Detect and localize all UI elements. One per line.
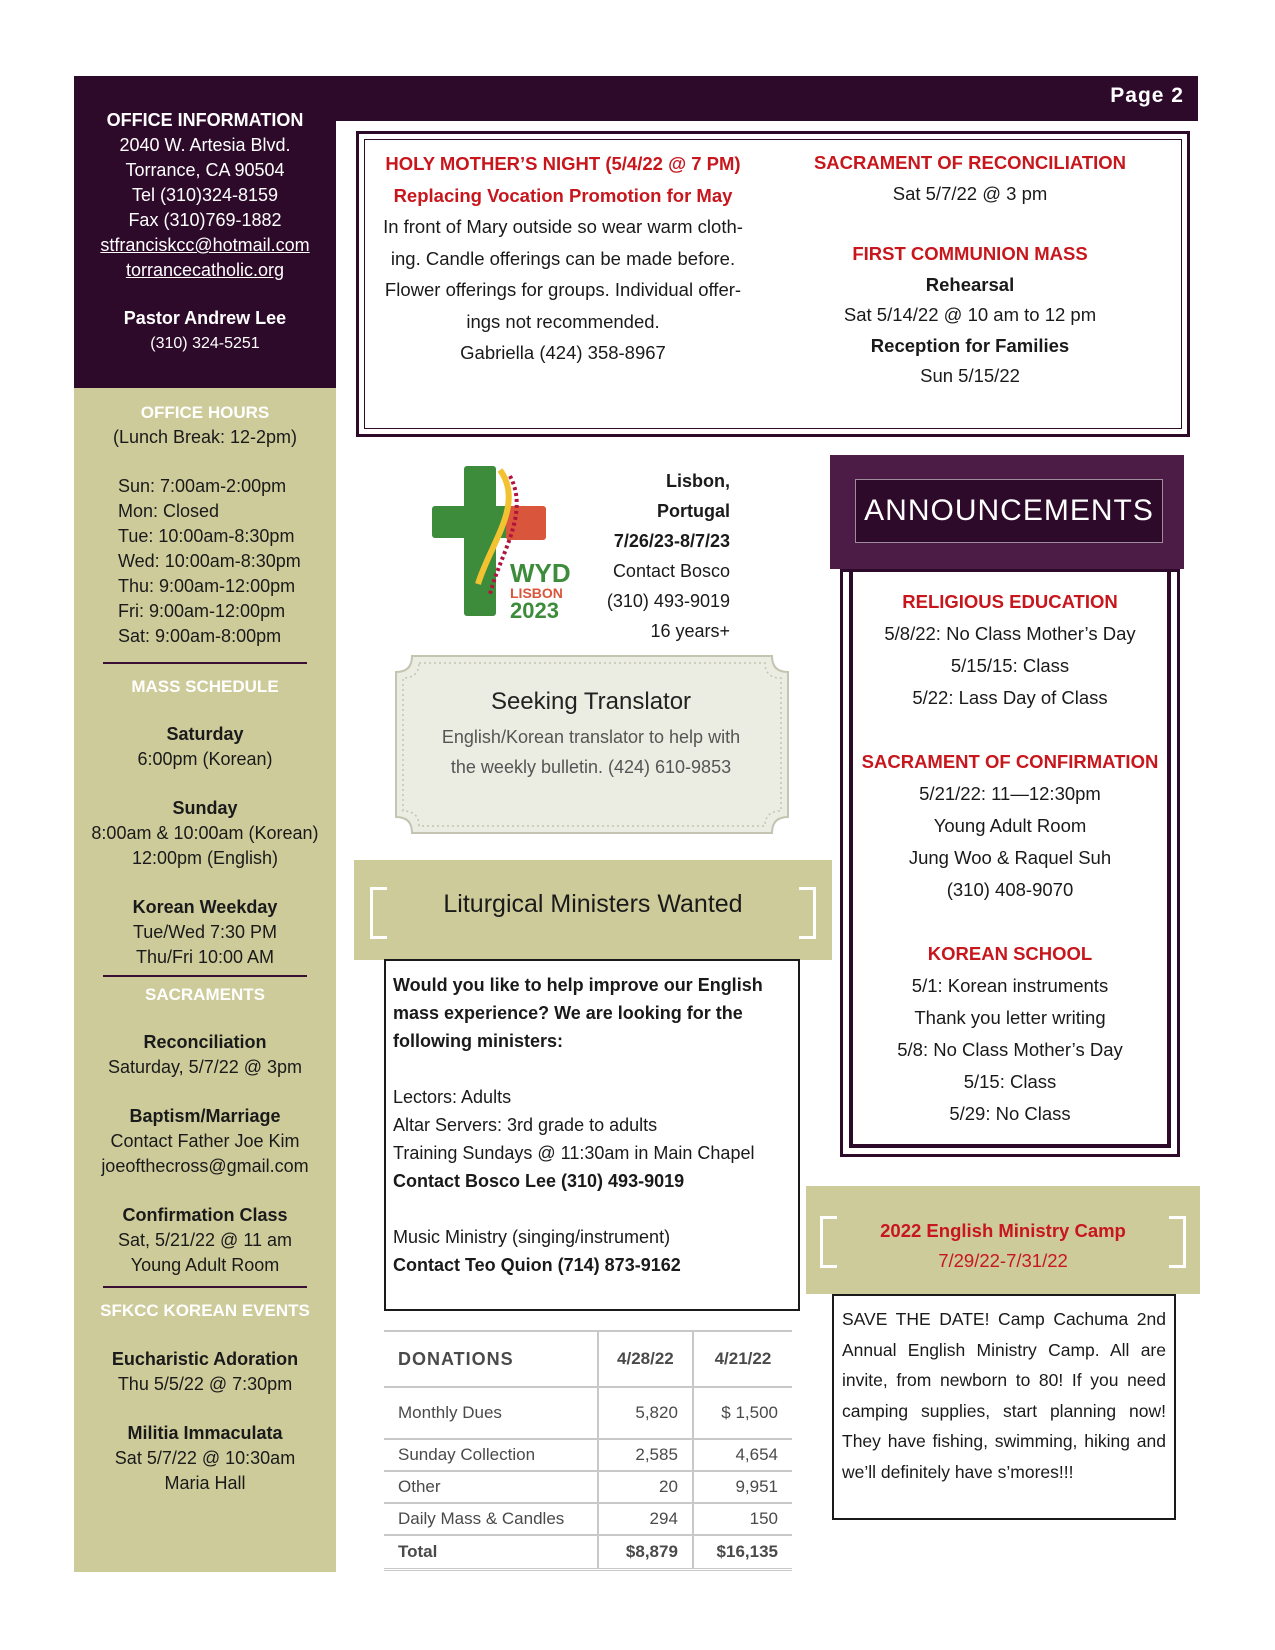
camp-text: SAVE THE DATE! Camp Cachuma 2nd Annual English Ministry Camp. All are invite, from newborn to 80! If you need camping supplies, start planning now! They have fishing, swimming, hiking and we’ll definitely have s’mores!!! [842, 1309, 1166, 1482]
mass-weekday-label: Korean Weekday [132, 897, 278, 917]
table-row [384, 1439, 792, 1471]
donations-table [384, 1330, 792, 1571]
announcement-line: 5/8/22: No Class Mother’s Day [884, 623, 1136, 644]
donation-label: Sunday Collection [384, 1439, 598, 1471]
donation-value: 150 [749, 1509, 778, 1528]
pastor-name: Pastor Andrew Lee [123, 308, 287, 328]
office-hours-day: Wed: 10:00am-8:30pm [118, 551, 301, 571]
office-hours-day: Thu: 9:00am-12:00pm [118, 576, 296, 596]
reconciliation-time: Saturday, 5/7/22 @ 3pm [107, 1057, 303, 1077]
baptism-email: joeofthecross@gmail.com [101, 1156, 309, 1176]
holy-mother-title: HOLY MOTHER’S NIGHT (5/4/22 @ 7 PM) [385, 153, 741, 174]
donations-header: 4/21/22 [714, 1349, 772, 1368]
mass-sunday-time: 12:00pm (English) [131, 848, 279, 868]
liturgical-title: Liturgical Ministers Wanted [443, 890, 743, 918]
liturgical-lectors: Lectors: Adults [393, 1087, 512, 1107]
office-lunch-break: (Lunch Break: 12-2pm) [112, 427, 298, 447]
mass-saturday-time: 6:00pm (Korean) [137, 749, 273, 769]
announcement-line: 5/22: Lass Day of Class [912, 687, 1108, 708]
wyd-lisbon-logo [430, 464, 580, 620]
sacraments-title: SACRAMENTS [145, 985, 265, 1004]
donations-header-row [384, 1331, 792, 1387]
announcements-content [849, 572, 1171, 1148]
militia-place: Maria Hall [164, 1473, 246, 1493]
liturgical-contact: Contact Teo Quion (714) 873-9162 [393, 1255, 681, 1275]
liturgical-intro: following ministers: [393, 1031, 564, 1051]
page-number: Page 2 [1110, 84, 1184, 107]
liturgical-box [384, 959, 800, 1311]
holy-mother-line: ing. Candle offerings can be made before. [390, 247, 736, 269]
office-address-line1: 2040 W. Artesia Blvd. [119, 135, 291, 155]
confirmation-title: SACRAMENT OF CONFIRMATION [861, 751, 1159, 772]
adoration-label: Eucharistic Adoration [111, 1349, 299, 1369]
reconciliation-time: Sat 5/7/22 @ 3 pm [892, 182, 1048, 204]
baptism-label: Baptism/Marriage [129, 1106, 281, 1126]
announcement-line: 5/29: No Class [949, 1103, 1071, 1124]
office-info-panel [74, 76, 336, 388]
rehearsal-label: Rehearsal [925, 273, 1015, 295]
liturgical-training: Training Sundays @ 11:30am in Main Chapel [393, 1143, 755, 1163]
camp-title: 2022 English Ministry Camp [880, 1220, 1126, 1241]
bracket-right [1169, 1216, 1186, 1268]
office-hours-day: Mon: Closed [118, 501, 220, 521]
wyd-phone: (310) 493-9019 [606, 591, 730, 611]
announcement-line: (310) 408-9070 [946, 879, 1074, 900]
mass-weekday-time: Thu/Fri 10:00 AM [135, 947, 275, 967]
baptism-contact: Contact Father Joe Kim [110, 1131, 300, 1151]
announcement-line: 5/8: No Class Mother’s Day [897, 1039, 1123, 1060]
donation-value: 2,585 [598, 1439, 693, 1471]
wyd-contact: Contact Bosco [612, 561, 730, 581]
reconciliation-column [785, 148, 1155, 392]
donation-label: Monthly Dues [384, 1387, 598, 1439]
announcement-line: 5/1: Korean instruments [911, 975, 1109, 996]
donation-value: 9,951 [735, 1477, 778, 1496]
liturgical-intro: mass experience? We are looking for the [393, 1003, 743, 1023]
pastor-phone: (310) 324-5251 [150, 335, 260, 352]
translator-line: English/Korean translator to help with [441, 727, 741, 747]
militia-label: Militia Immaculata [127, 1423, 283, 1443]
donation-value: 5,820 [598, 1387, 693, 1439]
office-hours-day: Fri: 9:00am-12:00pm [118, 601, 286, 621]
korean-events-title: SFKCC KOREAN EVENTS [100, 1301, 310, 1320]
holy-mother-line: Flower offerings for groups. Individual offer- [384, 279, 742, 300]
announcement-line: 5/15/15: Class [950, 655, 1070, 676]
donations-total-row [384, 1535, 792, 1569]
wyd-location: Lisbon, Portugal [656, 471, 730, 521]
camp-dates: 7/29/22-7/31/22 [938, 1250, 1068, 1271]
office-hours-day: Sun: 7:00am-2:00pm [118, 476, 287, 496]
office-hours-title: OFFICE HOURS [140, 403, 270, 422]
holy-mother-column [375, 148, 751, 369]
donations-header: 4/28/22 [598, 1331, 693, 1387]
adoration-time: Thu 5/5/22 @ 7:30pm [117, 1374, 293, 1394]
camp-banner [806, 1186, 1200, 1294]
liturgical-contact: Contact Bosco Lee (310) 493-9019 [393, 1171, 685, 1191]
announcement-line: 5/15: Class [963, 1071, 1057, 1092]
translator-text [410, 688, 772, 782]
reconciliation-label: Reconciliation [143, 1032, 267, 1052]
bracket-left [370, 887, 387, 939]
holy-mother-line: Gabriella (424) 358-8967 [460, 342, 666, 363]
office-info-title: OFFICE INFORMATION [106, 110, 304, 130]
office-hours-day: Sat: 9:00am-8:00pm [118, 626, 282, 646]
mass-saturday-label: Saturday [166, 724, 244, 744]
office-fax: Fax (310)769-1882 [128, 210, 282, 230]
camp-box [832, 1294, 1176, 1520]
mass-schedule-title: MASS SCHEDULE [131, 677, 279, 696]
first-communion-title: FIRST COMMUNION MASS [852, 243, 1088, 264]
reception-label: Reception for Families [870, 334, 1070, 356]
office-email-link[interactable]: stfranciskcc@hotmail.com [100, 235, 310, 255]
table-row [384, 1387, 792, 1439]
confirmation-label: Confirmation Class [122, 1205, 288, 1225]
announcement-line: Thank you letter writing [914, 1007, 1106, 1028]
wyd-logo-text: WYD [510, 558, 571, 588]
holy-mother-box-inner [364, 139, 1182, 429]
office-address-line2: Torrance, CA 90504 [125, 160, 285, 180]
mass-sunday-time: 8:00am & 10:00am (Korean) [91, 823, 319, 843]
announcements-title: ANNOUNCEMENTS [855, 479, 1163, 543]
mass-sunday-label: Sunday [172, 798, 238, 818]
donation-total-label: Total [384, 1535, 598, 1569]
office-website-link[interactable]: torrancecatholic.org [125, 260, 285, 280]
sidebar-info-panel [74, 388, 336, 1572]
wyd-info [590, 466, 730, 646]
donation-total: $8,879 [598, 1535, 693, 1569]
donation-value: 4,654 [735, 1445, 778, 1464]
rehearsal-time: Sat 5/14/22 @ 10 am to 12 pm [843, 304, 1097, 325]
reception-time: Sun 5/15/22 [920, 365, 1020, 386]
translator-title: Seeking Translator [490, 688, 692, 715]
reconciliation-title: SACRAMENT OF RECONCILIATION [813, 152, 1127, 173]
office-tel: Tel (310)324-8159 [131, 185, 279, 205]
korean-school-title: KOREAN SCHOOL [927, 943, 1093, 964]
liturgical-intro: Would you like to help improve our English [393, 975, 763, 995]
announcements-header [830, 455, 1184, 569]
translator-line: the weekly bulletin. (424) 610-9853 [450, 757, 732, 777]
wyd-age: 16 years+ [650, 621, 730, 641]
bracket-left [820, 1216, 837, 1268]
wyd-logo-year: 2023 [510, 598, 559, 620]
announcement-line: 5/21/22: 11—12:30pm [919, 783, 1101, 804]
bracket-right [799, 887, 816, 939]
donation-total: $16,135 [716, 1541, 778, 1561]
liturgical-banner [354, 860, 832, 960]
donation-value: 20 [598, 1471, 693, 1503]
table-row [384, 1503, 792, 1535]
donation-value: $ 1,500 [721, 1403, 778, 1422]
confirmation-place: Young Adult Room [130, 1255, 280, 1275]
wyd-dates: 7/26/23-8/7/23 [613, 531, 730, 551]
liturgical-altar: Altar Servers: 3rd grade to adults [393, 1115, 658, 1135]
table-row [384, 1471, 792, 1503]
announcement-line: Jung Woo & Raquel Suh [908, 847, 1112, 868]
announcement-line: Young Adult Room [933, 815, 1087, 836]
holy-mother-subtitle: Replacing Vocation Promotion for May [393, 184, 733, 206]
militia-time: Sat 5/7/22 @ 10:30am [114, 1448, 296, 1468]
holy-mother-line: ings not recommended. [466, 310, 660, 332]
confirmation-time: Sat, 5/21/22 @ 11 am [117, 1230, 293, 1250]
liturgical-music: Music Ministry (singing/instrument) [393, 1227, 671, 1247]
donation-value: 294 [598, 1503, 693, 1535]
holy-mother-box [356, 131, 1190, 437]
wyd-logo-city: LISBON [510, 585, 563, 601]
mass-weekday-time: Tue/Wed 7:30 PM [132, 922, 278, 942]
donations-header: DONATIONS [384, 1331, 598, 1387]
camp-heading [846, 1216, 1160, 1276]
donation-label: Daily Mass & Candles [384, 1503, 598, 1535]
announcements-box [840, 569, 1180, 1157]
donation-label: Other [384, 1471, 598, 1503]
office-hours-day: Tue: 10:00am-8:30pm [118, 526, 295, 546]
religious-education-title: RELIGIOUS EDUCATION [902, 591, 1118, 612]
holy-mother-line: In front of Mary outside so wear warm cloth- [383, 216, 743, 237]
